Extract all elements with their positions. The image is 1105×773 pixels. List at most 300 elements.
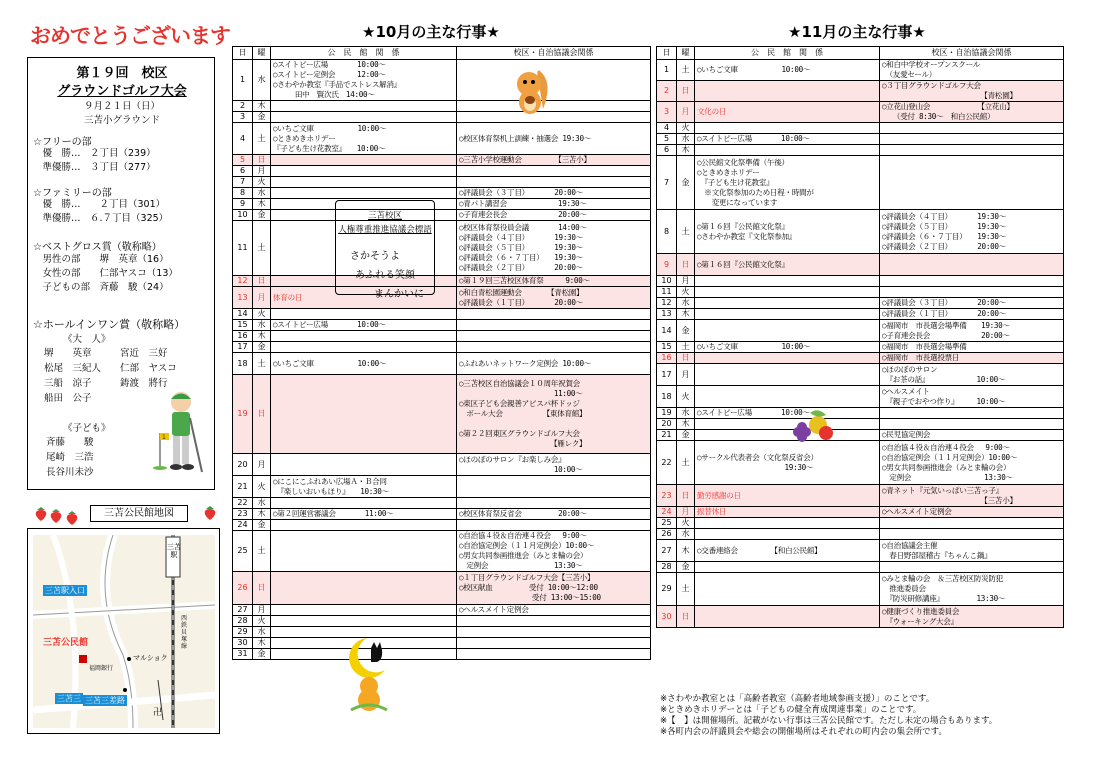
- koumin-cell-text: ○スイトピー広場 10:00～: [697, 408, 810, 417]
- day-cell-text: 17: [661, 369, 672, 379]
- day-cell-text: 20: [661, 419, 672, 428]
- koumin-cell: [271, 155, 457, 166]
- day-cell: [657, 60, 677, 81]
- slogan-line-3: まんかいに: [374, 289, 424, 300]
- kouku-cell: [457, 320, 651, 331]
- kouku-cell: [457, 287, 651, 309]
- koumin-cell: [695, 419, 880, 430]
- day-cell-text: 13: [237, 292, 248, 302]
- day-cell-text: 27: [237, 605, 248, 614]
- table-row: [233, 101, 651, 112]
- kouku-cell-text: ○自治協議会主催 春日野部屋稽古『ちゃんこ鍋』: [882, 540, 992, 560]
- day-cell-text: 10: [237, 210, 248, 219]
- weekday-cell-text: 金: [257, 112, 266, 121]
- koumin-cell: [695, 254, 880, 276]
- weekday-cell-text: 木: [681, 545, 690, 555]
- day-cell: [657, 287, 677, 298]
- weekday-cell-text: 日: [681, 611, 690, 621]
- day-cell: [233, 309, 253, 320]
- table-row: [233, 166, 651, 177]
- weekday-cell-text: 日: [257, 409, 266, 418]
- kouku-cell-text: ○第１９回三苫校区体育祭 9:00～: [459, 276, 590, 285]
- weekday-cell: [677, 529, 695, 540]
- table-row: [233, 276, 651, 287]
- table-row: [233, 638, 651, 649]
- koumin-cell: [271, 520, 457, 531]
- kouku-cell: [880, 287, 1064, 298]
- adult-lines: 堺 英章 宮近 三好 松尾 三紀人 仁部 ヤスコ 三船 涼子 鋳渡 將行 船田 公子: [44, 348, 177, 404]
- weekday-cell: [253, 498, 271, 509]
- weekday-cell-text: 火: [257, 616, 266, 625]
- weekday-cell: [677, 81, 695, 102]
- map-label-railway: 西鉄貝塚線: [181, 615, 188, 650]
- table-row: [657, 102, 1064, 123]
- day-cell: [657, 573, 677, 606]
- weekday-cell: [677, 298, 695, 309]
- kouku-cell: [880, 529, 1064, 540]
- table-row: [233, 320, 651, 331]
- table-row: [657, 562, 1064, 573]
- weekday-cell-text: 火: [681, 518, 690, 527]
- day-cell-text: 27: [661, 545, 672, 555]
- congrats-title: おめでとうございます: [30, 24, 230, 48]
- day-cell: [657, 441, 677, 485]
- table-row: [657, 276, 1064, 287]
- kouku-cell: [880, 485, 1064, 507]
- slogan-box: [335, 200, 435, 300]
- weekday-cell: [677, 573, 695, 606]
- koumin-cell: [271, 616, 457, 627]
- strawberry-icon: [202, 505, 218, 521]
- family-section-lines: 優 勝… ２丁目（301） 準優勝… ６.７丁目（325）: [42, 199, 169, 224]
- weekday-cell-text: 月: [681, 369, 690, 379]
- day-cell-text: 13: [661, 309, 672, 318]
- weekday-cell-text: 金: [257, 520, 266, 529]
- table-row: [657, 309, 1064, 320]
- weekday-cell-text: 木: [257, 101, 266, 110]
- weekday-cell-text: 土: [681, 584, 690, 593]
- kouku-cell: [457, 520, 651, 531]
- kouku-cell: [880, 430, 1064, 441]
- day-cell: [657, 419, 677, 430]
- table-row: [233, 331, 651, 342]
- oct-header-row: [233, 47, 651, 60]
- weekday-cell: [677, 386, 695, 408]
- table-row: [657, 287, 1064, 298]
- koumin-cell: [271, 375, 457, 454]
- day-cell-text: 20: [237, 459, 248, 469]
- day-cell-text: 19: [661, 408, 672, 417]
- table-row: [233, 498, 651, 509]
- day-cell: [233, 199, 253, 210]
- slogan-line-2: あふれる笑顔: [355, 270, 415, 281]
- kouku-cell: [457, 101, 651, 112]
- kouku-cell-text: ○三苫校区自治協議会１０周年祝賀会 11:00～ ○東区子ども会親善アビスパ杯ドッジ ボール大会 【東体育館】 ○第２２回東区グラウンドゴルフ大会 【雁レク】: [459, 379, 587, 448]
- day-cell: [233, 520, 253, 531]
- table-row: [233, 210, 651, 221]
- koumin-cell: [695, 540, 880, 562]
- kouku-cell-text: ○評議員会（４丁目） 19:30～ ○評議員会（５丁目） 19:30～ ○評議員会（６・７丁目） 19:30～ ○評議員会（２丁目） 20:00～: [882, 211, 1006, 251]
- table-row: [657, 441, 1064, 485]
- moon-cat-illustration: [347, 630, 391, 716]
- weekday-cell: [253, 649, 271, 660]
- kouku-cell: [457, 531, 651, 572]
- weekday-cell: [677, 156, 695, 210]
- table-row: [657, 298, 1064, 309]
- weekday-cell: [677, 320, 695, 342]
- koumin-cell-text: ○公民館文化祭準備（午後） ○ときめきホリデー 『子ども生け花教室』 ※文化祭参加のため日程・時間が 変更になっています: [697, 157, 814, 207]
- day-cell: [657, 210, 677, 254]
- kouku-cell: [457, 476, 651, 498]
- day-cell: [657, 276, 677, 287]
- kouku-cell: [457, 177, 651, 188]
- weekday-cell: [253, 112, 271, 123]
- kouku-cell: [457, 353, 651, 375]
- weekday-cell: [253, 320, 271, 331]
- kouku-cell: [880, 254, 1064, 276]
- table-row: [657, 573, 1064, 606]
- koumin-cell-text: ○第１６回『公民館文化祭』: [697, 259, 789, 269]
- koumin-cell: [271, 309, 457, 320]
- table-row: [233, 342, 651, 353]
- weekday-cell-text: 火: [681, 391, 690, 401]
- map-label-station: 三苫駅: [167, 543, 181, 559]
- weekday-cell-text: 金: [681, 562, 690, 571]
- kouku-cell: [880, 540, 1064, 562]
- kouku-cell: [880, 309, 1064, 320]
- koumin-cell: [271, 331, 457, 342]
- kouku-cell: [457, 199, 651, 210]
- day-cell-text: 18: [237, 358, 248, 368]
- oct-title: ★10月の主な行事★: [362, 23, 500, 41]
- footnote: ※さわやか教室とは「高齢者教室（高齢者地域参画支援）」のことです。: [660, 694, 935, 704]
- day-cell: [233, 155, 253, 166]
- weekday-cell-text: 土: [257, 546, 266, 555]
- koumin-cell: [695, 60, 880, 81]
- day-cell-text: 9: [239, 199, 246, 208]
- kouku-cell: [457, 210, 651, 221]
- weekday-cell: [677, 276, 695, 287]
- koumin-cell: [695, 276, 880, 287]
- kouku-cell-text: ○ヘルスメイト定例会: [882, 507, 952, 516]
- table-row: [657, 81, 1064, 102]
- hio-section-head: ☆ホールインワン賞（敬称略）: [33, 318, 186, 331]
- kouku-cell: [880, 145, 1064, 156]
- kouku-cell: [880, 276, 1064, 287]
- day-cell: [233, 638, 253, 649]
- weekday-cell: [677, 353, 695, 364]
- table-row: [657, 254, 1064, 276]
- table-row: [233, 605, 651, 616]
- koumin-cell-text: 文化の日: [697, 107, 727, 116]
- koumin-cell: [695, 606, 880, 628]
- weekday-cell-text: 金: [681, 325, 690, 335]
- day-cell: [657, 102, 677, 123]
- koumin-cell: [271, 123, 457, 155]
- kouku-cell-text: ○評議員会（３丁目） 20:00～: [882, 298, 1006, 307]
- koumin-cell-text: ○にこにこふれあい広場Ａ・Ｂ合同 『楽しいおいもほり』 10:30～: [273, 476, 389, 496]
- day-cell: [233, 320, 253, 331]
- kouku-cell-text: ○立花山登山会 【立花山】 （受付 8:30～ 和白公民館）: [882, 102, 1014, 121]
- koumin-cell: [695, 408, 880, 419]
- kouku-cell: [457, 155, 651, 166]
- table-row: [233, 123, 651, 155]
- koumin-cell: [271, 101, 457, 112]
- kouku-cell: [457, 221, 651, 276]
- weekday-cell-text: 日: [681, 259, 690, 269]
- weekday-cell: [677, 518, 695, 529]
- tournament-place: 三苫小グラウンド: [83, 115, 160, 126]
- day-cell: [233, 375, 253, 454]
- weekday-cell-text: 火: [257, 177, 266, 186]
- map-label-station-entrance: 三苫駅入口: [45, 586, 85, 595]
- kouku-cell-text: ○三苫小学校運動会 【三苫小】: [459, 155, 591, 164]
- map-label-marushoku: マルショク: [133, 654, 168, 662]
- koumin-cell: [271, 531, 457, 572]
- table-row: [233, 509, 651, 520]
- day-cell-text: 5: [239, 155, 246, 164]
- day-cell-text: 11: [661, 287, 672, 296]
- weekday-cell: [253, 375, 271, 454]
- koumin-cell: [695, 123, 880, 134]
- kouku-cell-text: ○子育連会長会 20:00～: [459, 210, 587, 219]
- table-row: [233, 627, 651, 638]
- weekday-cell: [253, 520, 271, 531]
- weekday-cell: [253, 627, 271, 638]
- koumin-cell-text: ○第２回運営審議会 11:00～: [273, 509, 394, 518]
- weekday-cell-text: 日: [257, 155, 266, 164]
- day-cell: [233, 531, 253, 572]
- weekday-cell-text: 水: [257, 627, 266, 636]
- koumin-cell: [695, 287, 880, 298]
- day-cell: [233, 166, 253, 177]
- day-cell: [657, 353, 677, 364]
- family-section-head: ☆ファミリーの部: [33, 188, 112, 199]
- weekday-cell: [677, 485, 695, 507]
- weekday-cell-text: 日: [257, 276, 266, 285]
- footnotes: [660, 694, 1060, 738]
- weekday-cell-text: 土: [681, 342, 690, 351]
- kouku-cell: [457, 188, 651, 199]
- table-row: [657, 123, 1064, 134]
- koumin-cell: [271, 476, 457, 498]
- day-cell-text: 21: [661, 430, 672, 439]
- kouku-cell: [457, 166, 651, 177]
- day-cell: [233, 276, 253, 287]
- day-cell-text: 16: [237, 331, 248, 340]
- weekday-cell: [677, 606, 695, 628]
- day-cell-text: 4: [663, 123, 670, 132]
- kouku-cell: [880, 386, 1064, 408]
- koumin-cell: [695, 353, 880, 364]
- day-cell-text: 30: [237, 638, 248, 647]
- weekday-cell-text: 木: [257, 638, 266, 647]
- day-cell-text: 15: [661, 342, 672, 351]
- kouku-cell: [457, 627, 651, 638]
- kouku-cell: [457, 454, 651, 476]
- weekday-cell-text: 木: [257, 199, 266, 208]
- day-cell-text: 2: [239, 101, 246, 110]
- weekday-cell: [253, 572, 271, 605]
- kouku-cell: [457, 498, 651, 509]
- weekday-cell: [677, 419, 695, 430]
- day-cell-text: 21: [237, 481, 248, 491]
- kouku-cell: [880, 573, 1064, 606]
- day-cell: [233, 177, 253, 188]
- koumin-cell: [271, 454, 457, 476]
- kouku-cell: [880, 342, 1064, 353]
- koumin-cell: [695, 309, 880, 320]
- map-label-misaki3: 三苫三: [57, 694, 81, 703]
- weekday-cell: [253, 155, 271, 166]
- koumin-cell-text: 体育の日: [273, 292, 303, 302]
- table-row: [657, 518, 1064, 529]
- weekday-cell-text: 火: [681, 287, 690, 296]
- weekday-cell: [677, 210, 695, 254]
- day-cell: [657, 540, 677, 562]
- day-cell-text: 12: [237, 276, 248, 285]
- weekday-cell-text: 木: [257, 331, 266, 340]
- day-cell-text: 11: [237, 243, 248, 252]
- kouku-cell: [457, 123, 651, 155]
- koumin-cell: [695, 81, 880, 102]
- weekday-cell-text: 水: [681, 408, 690, 417]
- koumin-cell-text: ○第１６回『公民館文化祭』 ○さわやか教室『文化祭参加』: [697, 221, 797, 241]
- weekday-cell: [253, 210, 271, 221]
- kouku-cell: [880, 441, 1064, 485]
- weekday-cell-text: 月: [257, 166, 266, 175]
- table-row: [657, 430, 1064, 441]
- day-cell-text: 24: [237, 520, 248, 529]
- koumin-cell: [695, 102, 880, 123]
- koumin-cell: [271, 605, 457, 616]
- weekday-cell-text: 土: [681, 65, 690, 74]
- free-section-head: ☆フリーの部: [33, 137, 92, 148]
- weekday-cell: [253, 221, 271, 276]
- table-row: [233, 287, 651, 309]
- weekday-cell: [253, 199, 271, 210]
- koumin-cell: [695, 364, 880, 386]
- tournament-date: ９月２１日（日）: [83, 101, 160, 112]
- weekday-cell: [253, 454, 271, 476]
- koumin-cell: [695, 320, 880, 342]
- koumin-cell: [695, 210, 880, 254]
- day-cell-text: 9: [663, 259, 670, 269]
- day-cell-text: 14: [661, 325, 672, 335]
- map-temple-mark: 卍: [153, 708, 163, 718]
- koumin-cell: [271, 342, 457, 353]
- weekday-cell-text: 水: [257, 188, 266, 197]
- table-row: [657, 485, 1064, 507]
- kouku-cell-text: ○３丁目グラウンドゴルフ大会 【青松園】: [882, 81, 1017, 100]
- weekday-cell: [677, 134, 695, 145]
- weekday-cell-text: 月: [681, 107, 690, 116]
- weekday-cell: [677, 441, 695, 485]
- table-row: [657, 606, 1064, 628]
- day-cell-text: 29: [661, 584, 672, 593]
- weekday-cell-text: 水: [257, 498, 266, 507]
- kouku-cell-text: ○健康づくり推進委員会 『ウォーキング大会』: [882, 606, 960, 626]
- table-row: [233, 375, 651, 454]
- weekday-cell-text: 日: [257, 583, 266, 592]
- weekday-cell: [253, 188, 271, 199]
- koumin-cell: [695, 573, 880, 606]
- day-cell-text: 24: [661, 507, 672, 516]
- koumin-cell-text: ○いちご文庫 10:00～ ○ときめきホリデー 『子ども生け花教室』 10:00～: [273, 123, 387, 153]
- day-cell: [233, 60, 253, 101]
- weekday-cell: [253, 123, 271, 155]
- table-row: [233, 177, 651, 188]
- weekday-cell: [253, 353, 271, 375]
- gross-section-lines: 男性の部 堺 英章（16） 女性の部 仁部ヤスコ（13） 子どもの部 斉藤 駿（24）: [42, 254, 178, 293]
- map-caption: 三苫公民館地図: [90, 505, 188, 522]
- day-cell-text: 6: [239, 166, 246, 175]
- day-cell: [233, 123, 253, 155]
- day-cell: [233, 353, 253, 375]
- table-row: [233, 112, 651, 123]
- weekday-cell: [677, 430, 695, 441]
- weekday-cell: [253, 101, 271, 112]
- table-row: [657, 419, 1064, 430]
- map-label-bank: 福岡銀行: [89, 665, 114, 672]
- weekday-cell-text: 金: [257, 649, 266, 658]
- tournament-results-box: [27, 57, 215, 490]
- koumin-cell: [695, 298, 880, 309]
- tournament-line2: グラウンドゴルフ大会: [57, 84, 187, 99]
- kouku-cell-text: ○ふれあいネットワーク定例会 10:00～: [459, 358, 592, 368]
- weekday-cell: [677, 123, 695, 134]
- weekday-cell-text: 水: [681, 529, 690, 538]
- koumin-cell: [271, 60, 457, 101]
- weekday-cell-text: 火: [681, 123, 690, 132]
- day-cell-text: 3: [239, 112, 246, 121]
- day-cell: [657, 386, 677, 408]
- kouku-cell: [880, 364, 1064, 386]
- day-cell-text: 8: [239, 188, 246, 197]
- koumin-cell-text: ○サークル代表者会（文化祭反省会） 19:30～: [697, 452, 818, 472]
- kouku-cell-text: ○校区体育祭机上訓練・抽選会 19:30～: [459, 133, 592, 143]
- table-row: [657, 320, 1064, 342]
- day-cell-text: 28: [237, 616, 248, 625]
- table-row: [657, 210, 1064, 254]
- weekday-cell-text: 土: [681, 457, 690, 467]
- weekday-cell-text: 金: [681, 430, 690, 439]
- day-cell: [233, 476, 253, 498]
- strawberry-icon: [64, 510, 80, 526]
- col-head-koumin: 公 民 館 関 係: [695, 47, 880, 60]
- day-cell: [657, 145, 677, 156]
- kouku-cell-text: ○自治協４役＆自治連４役会 9:00～ ○自治協定例会（１１月定例会）10:00～ ○男女共同参画推進会（みとま輪の会） 定例会 13:30～: [882, 442, 1018, 482]
- weekday-cell-text: 水: [257, 75, 266, 84]
- kouku-cell-text: ○青ネット『元気いっぱい三苫っ子』 【三苫小】: [882, 485, 1017, 505]
- weekday-cell: [677, 364, 695, 386]
- kouku-cell-text: ○ヘルスメイト 『親子でおやつ作り』 10:00～: [882, 386, 1006, 406]
- weekday-cell: [253, 287, 271, 309]
- col-head-kouku: 校区・自治協議会関係: [457, 47, 651, 60]
- slogan-subtitle: 人権尊重推進協議会標語: [338, 225, 432, 235]
- kouku-cell-text: ○福岡市 市長選会場準備: [882, 342, 967, 351]
- weekday-cell-text: 土: [257, 133, 266, 143]
- day-cell: [657, 529, 677, 540]
- day-cell: [657, 562, 677, 573]
- weekday-cell-text: 水: [257, 320, 266, 329]
- koumin-cell: [695, 430, 880, 441]
- koumin-cell-text: ○いちご文庫 10:00～: [697, 342, 811, 351]
- kouku-cell: [880, 81, 1064, 102]
- day-cell-text: 18: [661, 391, 672, 401]
- weekday-cell: [253, 60, 271, 101]
- table-row: [233, 616, 651, 627]
